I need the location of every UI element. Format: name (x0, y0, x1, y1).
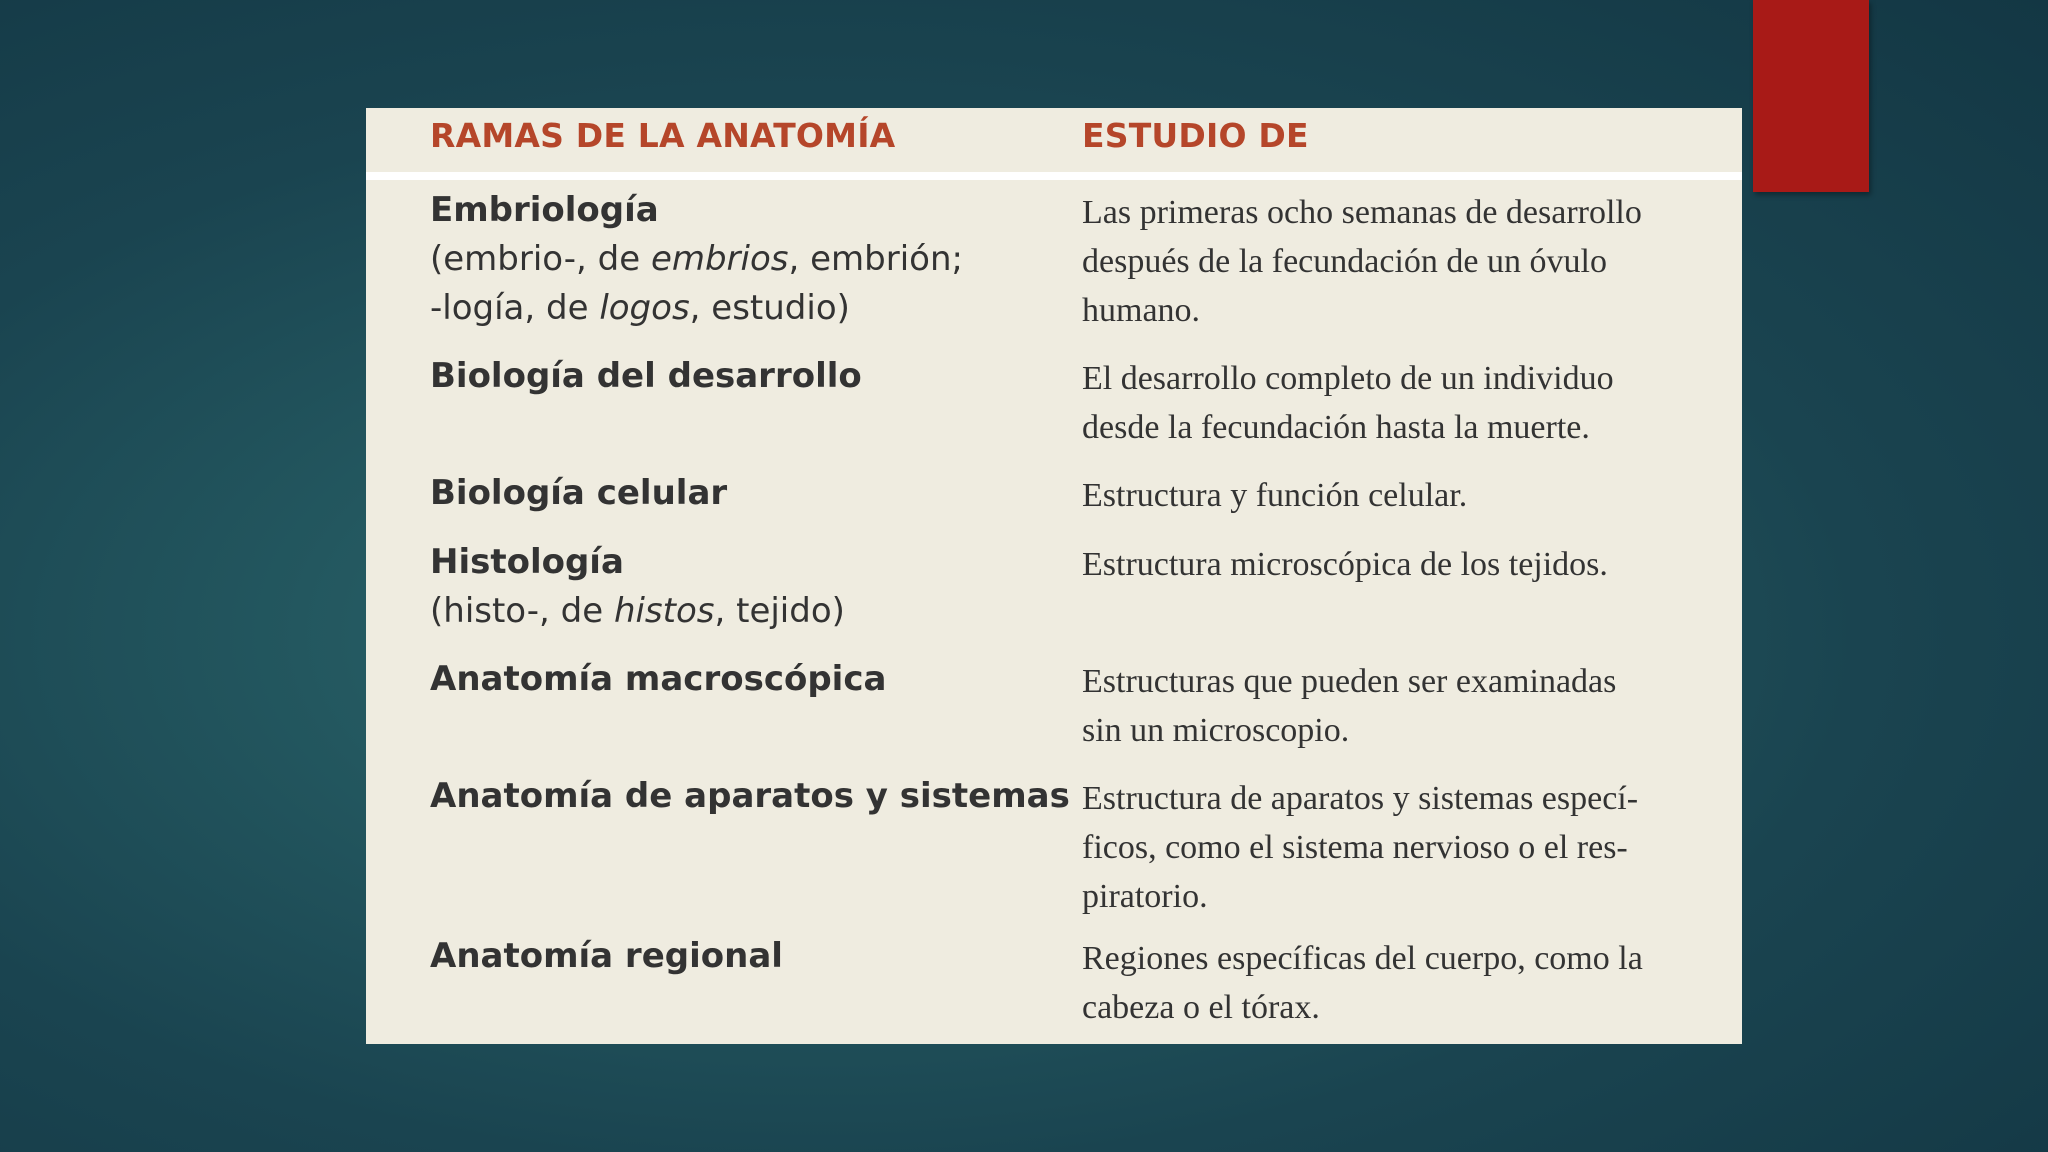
description-line: Estructura microscópica de los tejidos. (1082, 546, 1608, 583)
description-line: ficos, como el sistema nervioso o el res- (1082, 829, 1628, 866)
header-divider (366, 172, 1742, 180)
description-cell (1082, 774, 1742, 921)
description-line: piratorio. (1082, 878, 1208, 915)
header-study-of: ESTUDIO DE (1082, 116, 1309, 155)
description-cell (1082, 540, 1742, 589)
header-branches: RAMAS DE LA ANATOMÍA (430, 116, 896, 155)
description-line: humano. (1082, 292, 1201, 329)
description-line: Las primeras ocho semanas de desarrollo (1082, 194, 1642, 231)
table-header (366, 108, 1742, 172)
etymology-text: (histo-, de histos, tejido) (430, 591, 845, 631)
red-accent-bar (1753, 0, 1869, 192)
description-cell (1082, 934, 1742, 1032)
description-line: El desarrollo completo de un individuo (1082, 360, 1614, 397)
etymology-text: -logía, de logos, estudio) (430, 288, 850, 328)
description-line: cabeza o el tórax. (1082, 989, 1320, 1026)
description-line: sin un microscopio. (1082, 712, 1350, 749)
term-name: Biología celular (430, 473, 728, 513)
term-cell (430, 538, 1070, 636)
description-line: desde la fecundación hasta la muerte. (1082, 409, 1590, 446)
term-name: Anatomía de aparatos y sistemas (430, 776, 1070, 816)
term-cell (430, 655, 1070, 704)
description-line: Estructura de aparatos y sistemas especí- (1082, 780, 1639, 817)
description-line: después de la fecundación de un óvulo (1082, 243, 1607, 280)
term-cell (430, 469, 1070, 518)
etymology-text: (embrio-, de embrios, embrión; (430, 239, 963, 279)
term-name: Anatomía macroscópica (430, 659, 887, 699)
description-cell (1082, 354, 1742, 452)
description-line: Estructura y función celular. (1082, 477, 1468, 514)
term-etymology (430, 284, 1070, 333)
term-cell (430, 186, 1070, 333)
term-name: Anatomía regional (430, 936, 783, 976)
term-cell (430, 932, 1070, 981)
term-cell (430, 352, 1070, 401)
term-name: Embriología (430, 190, 659, 230)
term-etymology (430, 587, 1070, 636)
description-cell (1082, 471, 1742, 520)
term-name: Histología (430, 542, 624, 582)
anatomy-branches-table (366, 108, 1742, 1044)
description-line: Estructuras que pueden ser examinadas (1082, 663, 1617, 700)
description-line: Regiones específicas del cuerpo, como la (1082, 940, 1643, 977)
term-name: Biología del desarrollo (430, 356, 862, 396)
description-cell (1082, 188, 1742, 335)
term-cell (430, 772, 1070, 821)
description-cell (1082, 657, 1742, 755)
term-etymology (430, 235, 1070, 284)
